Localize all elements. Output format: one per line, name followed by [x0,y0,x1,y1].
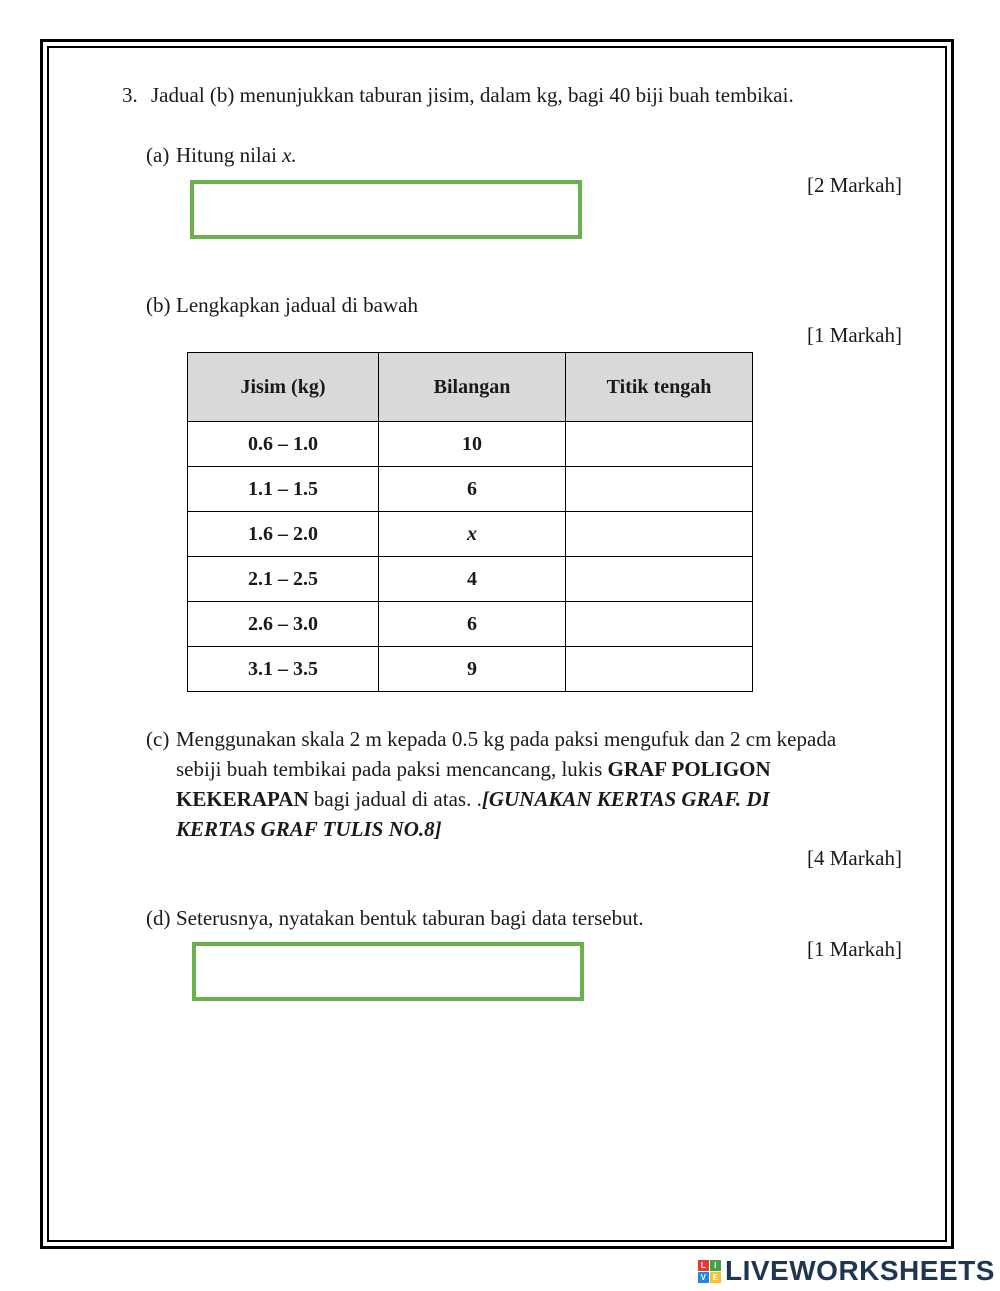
header-jisim: Jisim (kg) [188,353,379,422]
answer-input-d[interactable] [192,942,584,1001]
part-c-line4 [176,814,916,844]
table-row [188,602,753,647]
part-c-instruction-cont: KERTAS GRAF TULIS NO.8] [176,817,442,841]
part-c-text [176,724,916,844]
part-a-marks: [2 Markah] [806,173,902,197]
liveworksheets-logo[interactable] [698,1254,995,1288]
logo-mark-icon [698,1260,721,1283]
cell-titik-tengah-input[interactable] [566,467,753,512]
part-c-marks: [4 Markah] [806,846,902,870]
part-c-line2-text: sebiji buah tembikai pada paksi mencancang, lukis [176,757,608,781]
logo-letter: E [710,1272,721,1283]
part-b-marks: [1 Markah] [806,323,902,347]
cell-jisim: 3.1 – 3.5 [188,647,379,692]
cell-titik-tengah-input[interactable] [566,557,753,602]
part-c-line3-text: bagi jadual di atas. . [308,787,482,811]
cell-titik-tengah-input[interactable] [566,602,753,647]
part-c-graph-title: GRAF POLIGON [607,757,771,781]
cell-jisim: 2.6 – 3.0 [188,602,379,647]
table-row [188,512,753,557]
part-d-label: (d) [146,906,171,930]
answer-input-a[interactable] [190,180,582,239]
part-b-label: (b) [146,293,171,317]
cell-jisim: 1.1 – 1.5 [188,467,379,512]
part-a-text [176,140,916,170]
header-bilangan: Bilangan [379,353,566,422]
part-c-label: (c) [146,727,170,751]
part-d-text: Seterusnya, nyatakan bentuk taburan bagi data tersebut. [176,906,644,930]
part-c-graph-title-cont: KEKERAPAN [176,787,309,811]
logo-letter: L [698,1260,709,1271]
question-intro [122,80,794,110]
table-row [188,422,753,467]
table-row [188,557,753,602]
part-a-prefix: Hitung nilai [176,143,283,167]
logo-text: LIVEWORKSHEETS [725,1255,995,1286]
part-c-instruction: [GUNAKAN KERTAS GRAF. DI [481,787,770,811]
part-b-text: Lengkapkan jadual di bawah [176,293,418,317]
header-titik-tengah: Titik tengah [566,353,753,422]
part-d-marks: [1 Markah] [806,937,902,961]
part-a-variable: x. [282,143,297,167]
frequency-table [187,352,753,692]
cell-bilangan: 6 [379,602,566,647]
cell-jisim: 2.1 – 2.5 [188,557,379,602]
cell-titik-tengah-input[interactable] [566,422,753,467]
cell-bilangan: 10 [379,422,566,467]
cell-bilangan: x [379,512,566,557]
cell-bilangan: 4 [379,557,566,602]
question-text: Jadual (b) menunjukkan taburan jisim, dalam kg, bagi 40 biji buah tembikai. [151,83,794,107]
cell-jisim: 1.6 – 2.0 [188,512,379,557]
question-number: 3. [122,83,138,107]
cell-jisim: 0.6 – 1.0 [188,422,379,467]
table-row [188,647,753,692]
part-c-line1: Menggunakan skala 2 m kepada 0.5 kg pada paksi mengufuk dan 2 cm kepada [176,727,837,751]
logo-letter: V [698,1272,709,1283]
logo-letter: I [710,1260,721,1271]
part-a-label: (a) [146,143,170,167]
cell-titik-tengah-input[interactable] [566,647,753,692]
part-c-line3 [176,784,916,814]
cell-bilangan: 6 [379,467,566,512]
part-c-line2 [176,754,916,784]
cell-bilangan: 9 [379,647,566,692]
table-row [188,467,753,512]
table-header-row [188,353,753,422]
cell-titik-tengah-input[interactable] [566,512,753,557]
